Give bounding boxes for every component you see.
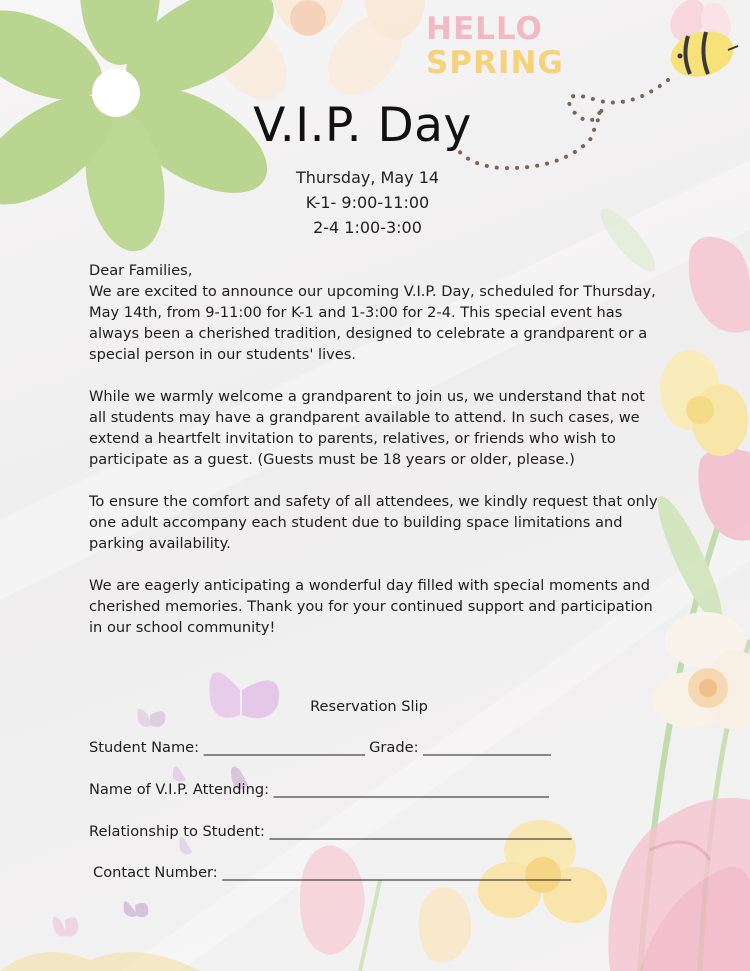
- letter-body: [89, 260, 659, 659]
- grade-label: Grade:: [369, 739, 419, 756]
- event-time-k1: K-1- 9:00-11:00: [305, 193, 430, 212]
- vip-name-label: Name of V.I.P. Attending:: [89, 781, 270, 798]
- badge-line-hello: [426, 12, 564, 46]
- event-time-2-4: 2-4 1:00-3:00: [313, 218, 422, 237]
- student-name-label: Student Name:: [89, 739, 200, 756]
- relationship-field[interactable]: _____________________________________________: [269, 823, 571, 840]
- student-name-field[interactable]: ________________________: [203, 739, 365, 756]
- relationship-label: Relationship to Student:: [89, 823, 265, 840]
- vip-name-row: [89, 781, 548, 798]
- hello-spring-badge: [426, 12, 564, 80]
- contact-number-field[interactable]: ____________________________________________________: [222, 864, 571, 881]
- pink-lily-icon: [608, 798, 750, 971]
- badge-hello-text: HELLO: [426, 11, 543, 47]
- letter-paragraph: We are excited to announce our upcoming V.I.P. Day, scheduled for Thursday, May 14th, from 9-11:00 for K-1 and 1-3:00 for 2-4. This special event has always been a cherished tradition, designed to celebrate a grandparent or a special person in our students' lives.: [89, 283, 656, 363]
- letter-paragraph: We are eagerly anticipating a wonderful day filled with special moments and cherished memories. Thank you for your continued support and participation in our school community!: [89, 577, 653, 636]
- badge-line-spring: [426, 46, 564, 80]
- page-title: V.I.P. Day: [253, 98, 472, 153]
- event-date: Thursday, May 14: [295, 168, 440, 187]
- contact-number-row: [93, 864, 571, 881]
- relationship-row: [89, 823, 571, 840]
- letter-paragraph: While we warmly welcome a grandparent to join us, we understand that not all students may have a grandparent available to attend. In such cases, we extend a heartfelt invitation to parents, relatives, or friends who wish to participate as a guest. (Guests must be 18 years or older, please.): [89, 388, 645, 468]
- student-name-row: [89, 739, 550, 756]
- letter-paragraph: To ensure the comfort and safety of all attendees, we kindly request that only one adult accompany each student due to building space limitations and parking availability.: [89, 493, 658, 552]
- reservation-slip-title: Reservation Slip: [310, 698, 428, 715]
- contact-number-label: Contact Number:: [93, 864, 218, 881]
- bee-icon: [663, 0, 738, 84]
- letter-greeting: Dear Families,: [89, 262, 193, 279]
- grade-field[interactable]: ___________________: [423, 739, 551, 756]
- daffodil-icon: [660, 350, 748, 456]
- badge-spring-text: SPRING: [426, 45, 564, 81]
- vip-name-field[interactable]: _________________________________________: [273, 781, 549, 798]
